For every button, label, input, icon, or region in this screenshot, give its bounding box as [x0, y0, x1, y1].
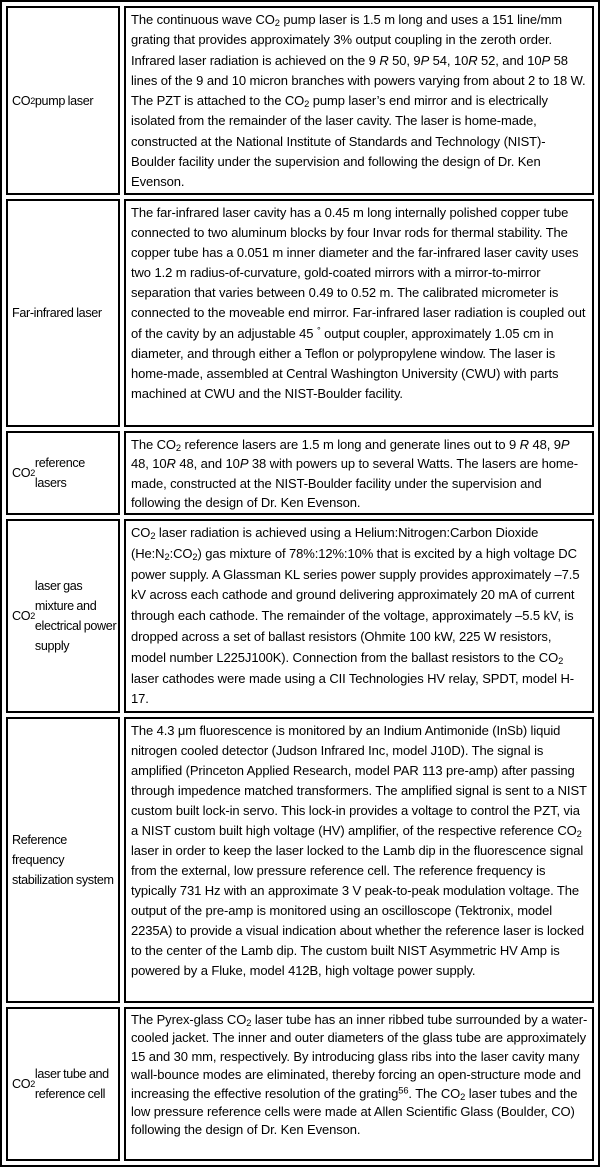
component-description-cell	[124, 717, 594, 1003]
component-name: CO 2 laser gas mixture and electrical power supply	[12, 579, 117, 653]
table-row	[6, 199, 594, 427]
table-row	[6, 6, 594, 195]
component-name: Reference frequency stabilization system	[12, 833, 114, 887]
component-description-cell	[124, 431, 594, 515]
component-description: The continuous wave $CO_2$ pump laser is 1.5 m long and uses a 151 line/mm grating that provides approximately 3% output coupling in the zeroth order. Infrared laser radiation is achieved on the 9 R 50, 9P 54, 10R 52, and 10P 58 lines of the 9 and 10 micron branches with powers varying from about 2 to 18 W. The PZT is attached to the $CO_2$ pump laser’s end mirror and is electrically isolated from the remainder of the laser cavity. The laser is home-made, constructed at the National Institute of Standards and Technology (NIST)-Boulder facility under the supervision and following the design of Dr. Ken Evenson.	[131, 12, 586, 190]
table-row	[6, 519, 594, 713]
component-name: Far-infrared laser	[12, 306, 102, 320]
table-row	[6, 1007, 594, 1161]
table-row	[6, 431, 594, 515]
component-name-cell	[6, 717, 120, 1003]
component-name: CO 2 pump laser	[12, 93, 94, 108]
component-description: The 4.3 μm fluorescence is monitored by an Indium Antimonide (InSb) liquid nitrogen cooled detector (Judson Infrared Inc, model J10D). The signal is amplified (Princeton Applied Research, model PAR 113 pre-amp) after passing through impedence matched transformers. The amplified signal is sent to a NIST custom built lock-in servo. This lock-in provides a voltage to control the PZT, via a NIST custom built high voltage (HV) amplifier, of the respective reference $CO_2$ laser in order to keep the laser locked to the Lamb dip in the fluorescence signal from the external, low pressure reference cell. The reference frequency is typically 731 Hz with an approximate 3 V peak-to-peak modulation voltage. The output of the pre-amp is monitored using an oscilloscope (Tektronix, model 2235A) to provide a visual indication about whether the reference laser is locked to the center of the Lamb dip. The custom built NIST Asymmetric HV Amp is powered by a Fluke, model 412B, high voltage power supply.	[131, 723, 587, 978]
component-name-cell	[6, 519, 120, 713]
component-description-cell	[124, 1007, 594, 1161]
component-description: The Pyrex-glass $CO_2$ laser tube has an inner ribbed tube surrounded by a water-cooled jacket. The inner and outer diameters of the glass tube are approximately 15 and 30 mm, respectively. By introducing glass ribs into the laser cavity many wall-bounce modes are eliminated, thereby forcing an open-structure mode and increasing the effective resolution of the grating$^{56}$. The $CO_2$ laser tubes and the low pressure reference cells were made at Allen Scientific Glass (Boulder, CO) following the design of Dr. Ken Evenson.	[131, 1012, 588, 1138]
table-row	[6, 717, 594, 1003]
component-description: The $CO_2$ reference lasers are 1.5 m long and generate lines out to 9 R 48, 9P 48, 10R 48, and 10P 38 with powers up to several Watts. The lasers are home-made, constructed at the NIST-Boulder facility under the supervision and following the design of Dr. Ken Evenson.	[131, 437, 578, 511]
component-name: CO 2 laser tube and reference cell	[12, 1067, 109, 1101]
component-description-cell	[124, 6, 594, 195]
component-name-cell	[6, 6, 120, 195]
component-name-cell	[6, 1007, 120, 1161]
component-description: $CO_2$ laser radiation is achieved using a Helium:Nitrogen:Carbon Dioxide $(He:N_2:CO_2)$ gas mixture of 78%:12%:10% that is excited by a high voltage DC power supply. A Glassman KL series power supply provides approximately –7.5 kV across each cathode and ground delivering approximately 20 mA of current through each cathode. The remainder of the voltage, approximately –5.5 kV, is dropped across a set of ballast resistors (Ohmite 100 kW, 225 W resistors, model number L225J100K). Connection from the ballast resistors to the $CO_2$ laser cathodes were made using a CII Technologies HV relay, SPDT, model H-17.	[131, 525, 580, 707]
component-name: CO 2 reference lasers	[12, 456, 85, 490]
component-description-cell	[124, 519, 594, 713]
component-name-cell	[6, 199, 120, 427]
component-description-cell	[124, 199, 594, 427]
component-name-cell	[6, 431, 120, 515]
component-description: The far-infrared laser cavity has a 0.45 m long internally polished copper tube connected to two aluminum blocks by four Invar rods for thermal stability. The copper tube has a 0.051 m inner diameter and the far-infrared laser cavity uses two 1.2 m radius-of-curvature, gold-coated mirrors with a mirror-to-mirror separation that varies between 0.49 to 0.52 m. The calibrated micrometer is connected to the moveable end mirror. Far-infrared laser radiation is coupled out of the cavity by an adjustable 45 ° output coupler, approximately 1.05 cm in diameter, and through either a Teflon or polypropylene window. The laser is home-made, assembled at Central Washington University (CWU) with parts machined at CWU and the NIST-Boulder facility.	[131, 205, 586, 401]
